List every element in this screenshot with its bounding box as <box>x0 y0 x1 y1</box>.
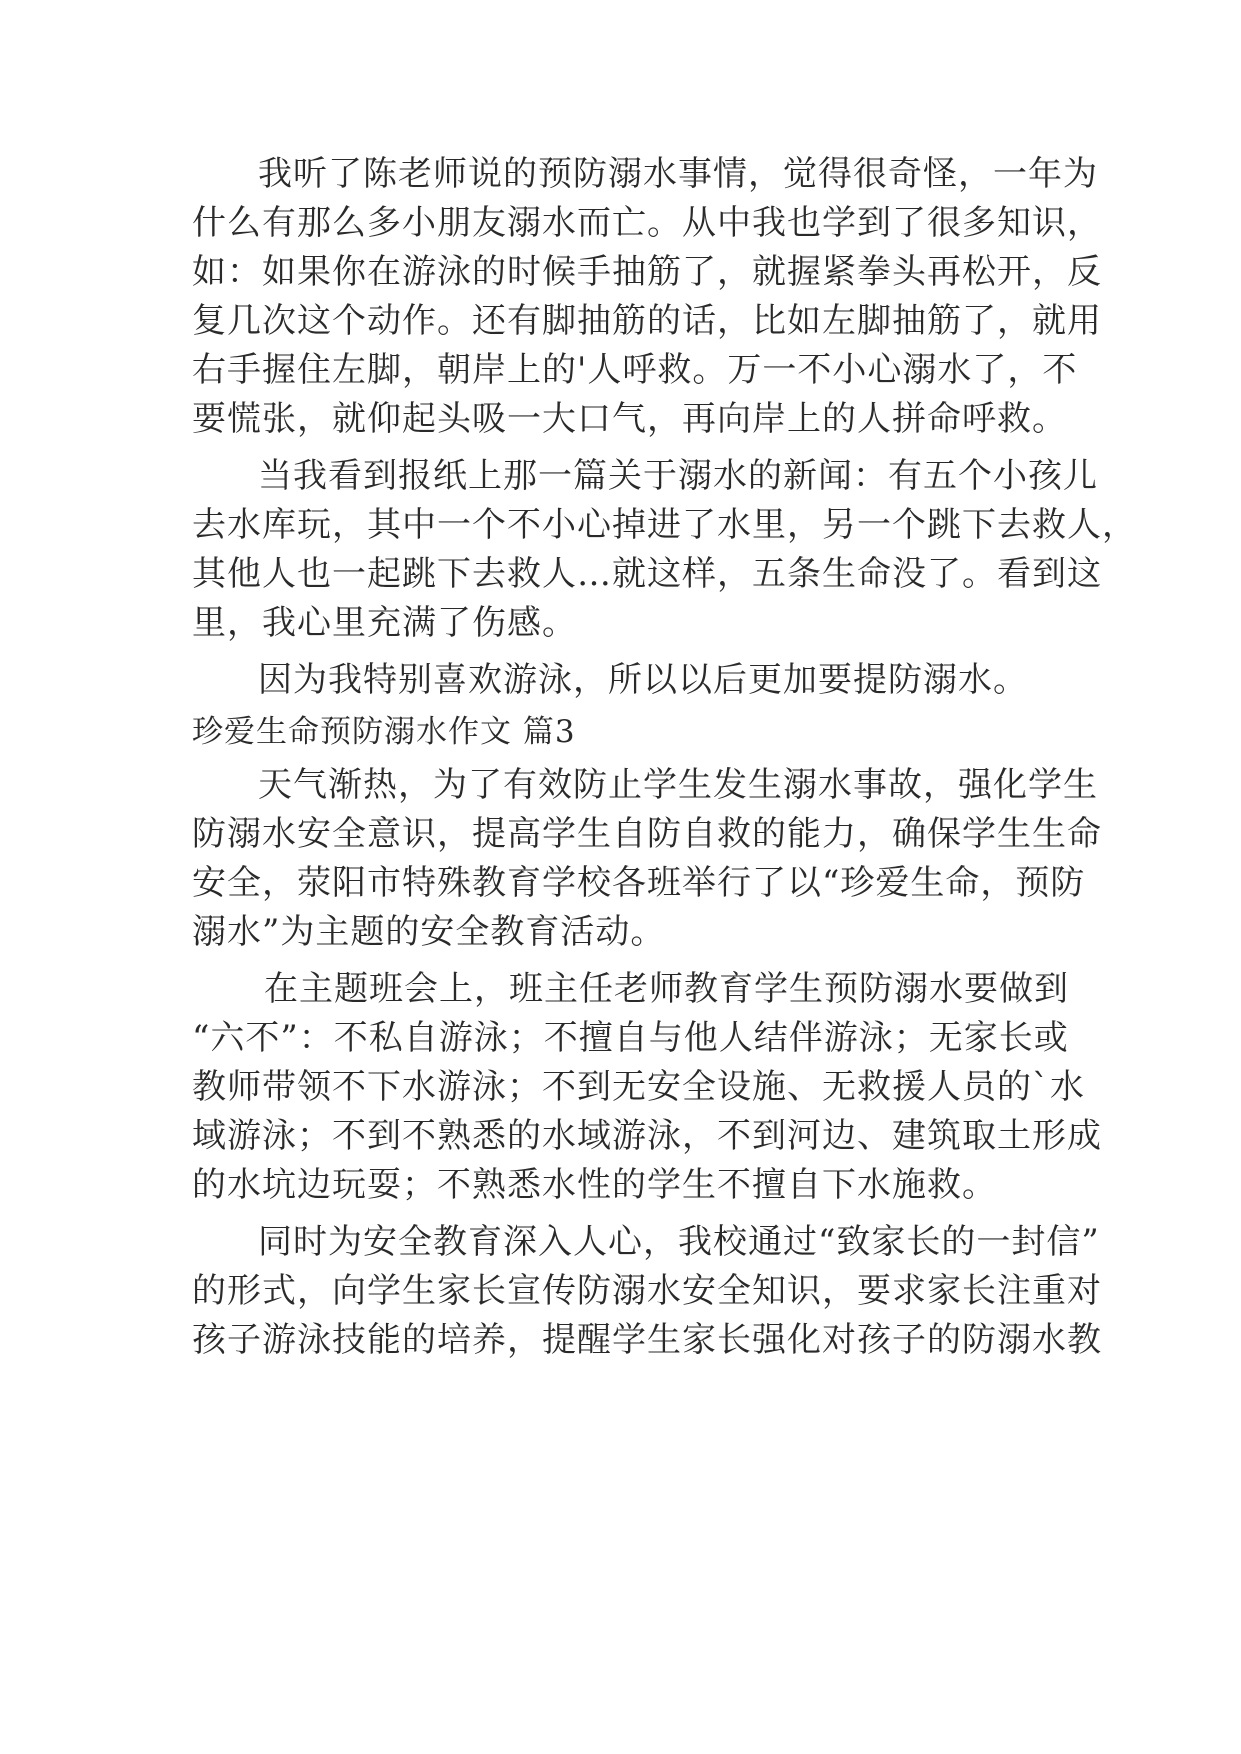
paragraph-4-line-3: 安全，荥阳市特殊教育学校各班举行了以“珍爱生命，预防 <box>192 863 1086 903</box>
paragraph-6-line-3: 孩子游泳技能的培养，提醒学生家长强化对孩子的防溺水教 <box>192 1320 1102 1360</box>
paragraph-1-line-5: 右手握住左脚，朝岸上的'人呼救。万一不小心溺水了，不 <box>192 350 1078 390</box>
paragraph-4-line-1: 天气渐热，为了有效防止学生发生溺水事故，强化学生 <box>258 765 1098 805</box>
paragraph-4-line-2: 防溺水安全意识，提高学生自防自救的能力，确保学生生命 <box>192 814 1102 854</box>
section-heading: 珍爱生命预防溺水作文 篇3 <box>192 714 576 750</box>
paragraph-6-line-2: 的形式，向学生家长宣传防溺水安全知识，要求家长注重对 <box>192 1271 1102 1311</box>
paragraph-5-line-4: 域游泳；不到不熟悉的水域游泳，不到河边、建筑取土形成 <box>192 1116 1102 1156</box>
paragraph-4-line-4: 溺水”为主题的安全教育活动。 <box>192 912 666 952</box>
paragraph-5-line-5: 的水坑边玩耍；不熟悉水性的学生不擅自下水施救。 <box>192 1165 997 1205</box>
paragraph-1-line-4: 复几次这个动作。还有脚抽筋的话，比如左脚抽筋了，就用 <box>192 301 1102 341</box>
paragraph-2-line-1: 当我看到报纸上那一篇关于溺水的新闻：有五个小孩儿 <box>258 456 1098 496</box>
paragraph-6-line-1: 同时为安全教育深入人心，我校通过“致家长的一封信” <box>258 1222 1100 1262</box>
paragraph-5-line-1: 在主题班会上，班主任老师教育学生预防溺水要做到 <box>264 969 1069 1009</box>
paragraph-2-line-4: 里，我心里充满了伤感。 <box>192 603 577 643</box>
paragraph-5-line-2: “六不”：不私自游泳；不擅自与他人结伴游泳；无家长或 <box>192 1018 1069 1058</box>
paragraph-2-line-3: 其他人也一起跳下去救人…就这样，五条生命没了。看到这 <box>192 554 1102 594</box>
paragraph-1-line-1: 我听了陈老师说的预防溺水事情，觉得很奇怪，一年为 <box>258 154 1098 194</box>
paragraph-1-line-3: 如：如果你在游泳的时候手抽筋了，就握紧拳头再松开，反 <box>192 252 1102 292</box>
paragraph-1-line-6: 要慌张，就仰起头吸一大口气，再向岸上的人拼命呼救。 <box>192 399 1067 439</box>
paragraph-3-line-1: 因为我特别喜欢游泳，所以以后更加要提防溺水。 <box>258 660 1028 700</box>
paragraph-1-line-2: 什么有那么多小朋友溺水而亡。从中我也学到了很多知识， <box>192 203 1102 243</box>
paragraph-2-line-2: 去水库玩，其中一个不小心掉进了水里，另一个跳下去救人， <box>192 505 1137 545</box>
paragraph-5-line-3: 教师带领不下水游泳；不到无安全设施、无救援人员的`水 <box>192 1067 1085 1107</box>
